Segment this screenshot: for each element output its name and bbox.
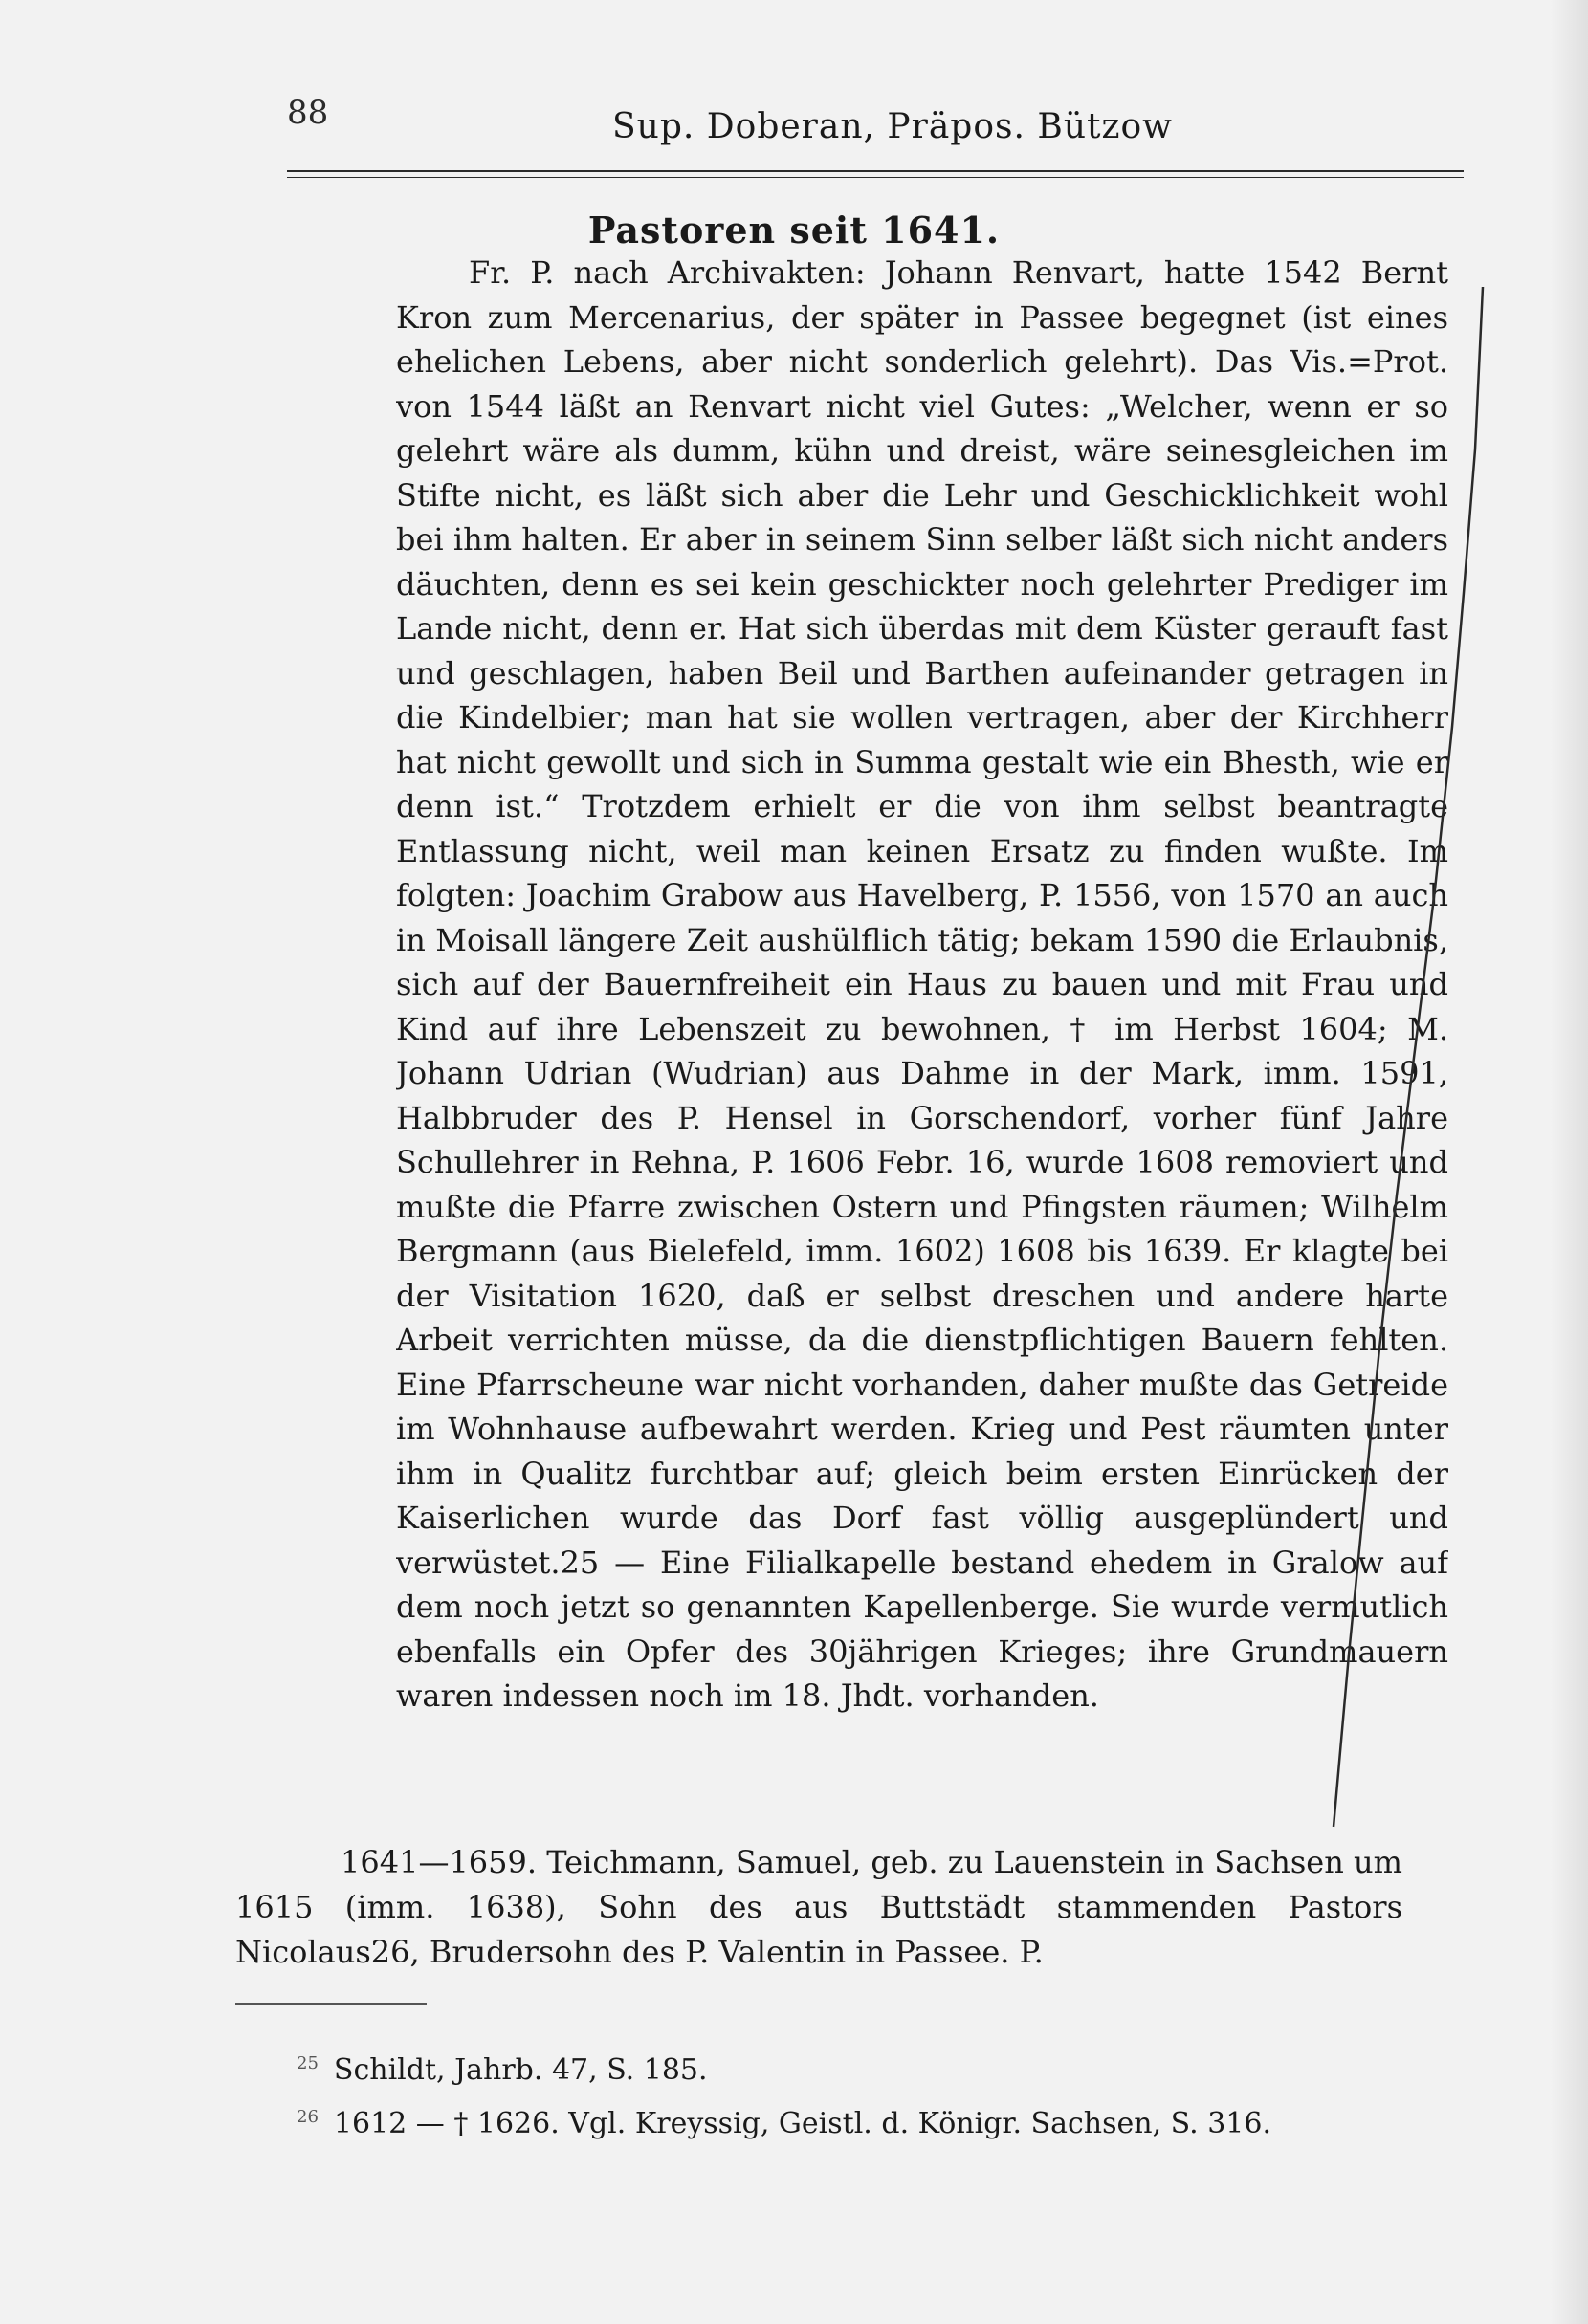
footnote-item: [297, 2091, 1445, 2144]
pastor-entry-paragraph: 1641—1659. Teichmann, Samuel, geb. zu Lauenstein in Sachsen um 1615 (imm. 1638), Sohn des aus Buttstädt stammenden Pastors Nicolaus26, Brudersohn des P. Valentin in Passee. P.: [235, 1844, 1402, 1970]
page-header: [287, 84, 1464, 170]
running-head: Sup. Doberan, Präpos. Bützow: [612, 107, 1173, 146]
page-number: 88: [287, 94, 329, 132]
section-title: Pastoren seit 1641.: [587, 208, 1001, 252]
footnote-rule: [235, 2003, 427, 2005]
footnotes: [297, 2037, 1445, 2144]
scan-edge-shadow: [1550, 0, 1588, 2324]
footnote-text: 1612 — † 1626. Vgl. Kreyssig, Geistl. d. Königr. Sachsen, S. 316.: [333, 2107, 1272, 2140]
header-rule: [287, 170, 1464, 178]
body-paragraph: Fr. P. nach Archivakten: Johann Renvart, hatte 1542 Bernt Kron zum Mercenarius, der später in Passee begegnet (ist eines ehelichen Lebens, aber nicht sonderlich gelehrt). Das Vis.=Prot. von 1544 läßt an Renvart nicht viel Gutes: „Welcher, wenn er so gelehrt wäre als dumm, kühn und dreist, wäre seinesgleichen im Stifte nicht, es läßt sich aber die Lehr und Geschicklichkeit wohl bei ihm halten. Er aber in seinem Sinn selber läßt sich nicht anders däuchten, denn es sei kein geschickter noch gelehrter Prediger im Lande nicht, denn er. Hat sich überdas mit dem Küster gerauft fast und geschlagen, haben Beil und Barthen aufeinander getragen in die Kindelbier; man hat sie wollen vertragen, aber der Kirchherr hat nicht gewollt und sich in Summa gestalt wie ein Bhesth, wie er denn ist.“ Trotzdem erhielt er die von ihm selbst beantragte Entlassung nicht, weil man keinen Ersatz zu finden wußte. Im folgten: Joachim Grabow aus Havelberg, P. 1556, von 1570 an auch in Moisall längere Zeit aushülflich tätig; bekam 1590 die Erlaubnis, sich auf der Bauernfreiheit ein Haus zu bauen und mit Frau und Kind auf ihre Lebenszeit zu bewohnen, † im Herbst 1604; M. Johann Udrian (Wudrian) aus Dahme in der Mark, imm. 1591, Halbbruder des P. Hensel in Gorschendorf, vorher fünf Jahre Schullehrer in Rehna, P. 1606 Febr. 16, wurde 1608 removiert und mußte die Pfarre zwischen Ostern und Pfingsten räumen; Wilhelm Bergmann (aus Bielefeld, imm. 1602) 1608 bis 1639. Er klagte bei der Visitation 1620, daß er selbst dreschen und andere harte Arbeit verrichten müsse, da die dienstpflichtigen Bauern fehlten. Eine Pfarrscheune war nicht vorhanden, daher mußte das Getreide im Wohnhause aufbewahrt werden. Krieg und Pest räumten unter ihm in Qualitz furchtbar auf; gleich beim ersten Einrücken der Kaiserlichen wurde das Dorf fast völlig ausgeplündert und verwüstet.25 — Eine Filialkapelle bestand ehedem in Gralow auf dem noch jetzt so genannten Kapellenberge. Sie wurde vermutlich ebenfalls ein Opfer des 30jährigen Krieges; ihre Grundmauern waren indessen noch im 18. Jhdt. vorhanden.: [396, 254, 1448, 1714]
footnote-text: Schildt, Jahrb. 47, S. 185.: [333, 2053, 708, 2087]
footnote-mark: 26: [297, 2107, 319, 2127]
footnote-item: [297, 2037, 1445, 2091]
pencil-correction-line: [1320, 277, 1502, 1846]
footnote-mark: 25: [297, 2053, 319, 2073]
